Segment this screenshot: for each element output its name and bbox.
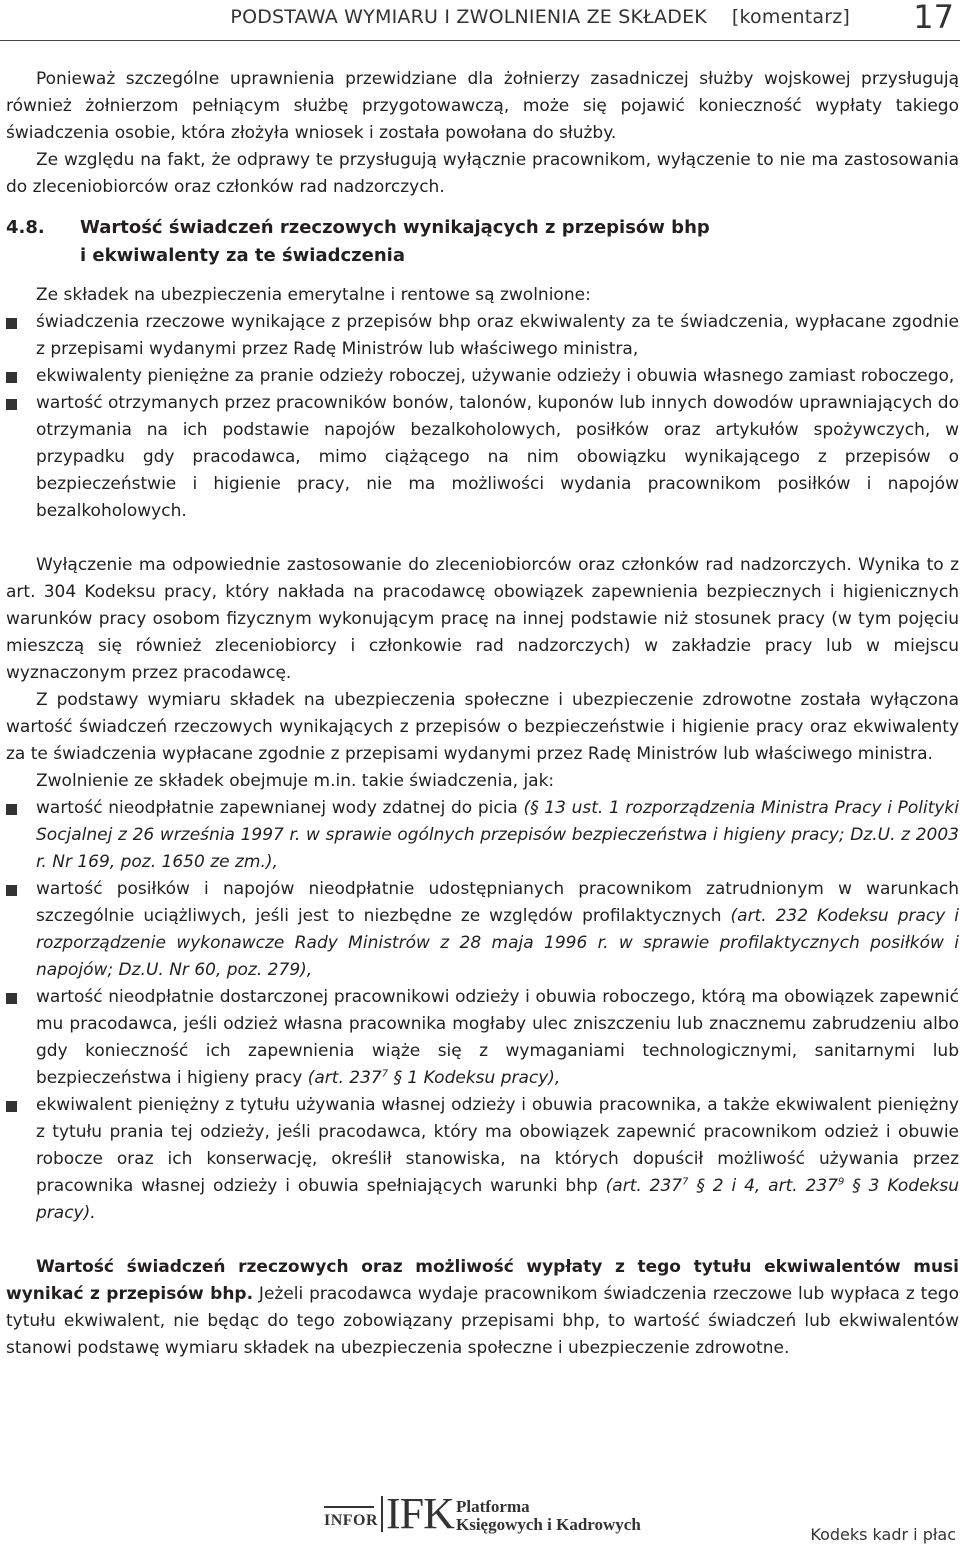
- page-header: [0, 0, 960, 44]
- header-divider: [0, 40, 960, 41]
- list-item: wartość nieodpłatnie zapewnianej wody zdatnej do picia (§ 13 ust. 1 rozporządzenia Ministra Pracy i Polityki Socjalnej z 26 września 1997 r. w sprawie ogólnych przepisów bezpieczeństwa i higieny pracy; Dz.U. z 2003 r. Nr 169, poz. 1650 ze zm.),: [6, 795, 959, 876]
- ifk-logo: IFK: [386, 1489, 454, 1538]
- platform-logo-line-2: Księgowych i Kadrowych: [456, 1515, 641, 1534]
- bullet-square-icon: [6, 993, 17, 1004]
- list-item: ekwiwalenty pieniężne za pranie odzieży roboczej, używanie odzieży i obuwia własnego zamiast roboczego,: [6, 363, 959, 390]
- legal-reference: (art. $237^7$ § 1 Kodeksu pracy),: [307, 1068, 561, 1088]
- legal-reference: (§ 13 ust. 1 rozporządzenia Ministra Pracy i Polityki Socjalnej z 26 września 1997 r. w sprawie ogólnych przepisów bezpieczeństwa i higieny pracy; Dz.U. z 2003 r. Nr 169, poz. 1650 ze zm.),: [36, 798, 960, 872]
- closing-paragraph: Wartość świadczeń rzeczowych oraz możliwość wypłaty z tego tytułu ekwiwalentów musi wynikać z przepisów bhp. Jeżeli pracodawca wydaje pracownikom świadczenia rzeczowe lub wypłaca z tego tytułu ekwiwalent, nie będąc do tego zobowiązany przepisami bhp, to wartość świadczeń lub ekwiwalentów stanowi podstawę wymiaru składek na ubezpieczenia społeczne i ubezpieczenie zdrowotne.: [6, 1257, 959, 1358]
- bullet-square-icon: [6, 885, 17, 896]
- list-item: świadczenia rzeczowe wynikające z przepisów bhp oraz ekwiwalenty za te świadczenia, wypłacane zgodnie z przepisami wydanymi przez Radę Ministrów lub właściwego ministra,: [6, 309, 959, 363]
- legal-reference: (art. 232 Kodeksu pracy i rozporządzenie wykonawcze Rady Ministrów z 28 maja 1996 r. w sprawie profilaktycznych posiłków i napojów; Dz.U. Nr 60, poz. 279),: [36, 906, 960, 980]
- running-header-title: PODSTAWA WYMIARU I ZWOLNIENIA ZE SKŁADEK [komentarz]: [230, 6, 850, 28]
- running-header-tag: [komentarz]: [731, 6, 850, 28]
- logo-divider: [381, 1496, 383, 1532]
- body-paragraph-2: Z podstawy wymiaru składek na ubezpieczenia społeczne i ubezpieczenie zdrowotne została wyłączona wartość świadczeń rzeczowych wynikających z przepisów o bezpieczeństwie i higienie pracy oraz ekwiwalenty za te świadczenia wypłacane zgodnie z przepisami wydanymi przez Radę Ministrów lub właściwego ministra.: [6, 690, 959, 764]
- benefits-list: [6, 795, 959, 1227]
- bullet-square-icon: [6, 399, 17, 410]
- page-content: [6, 66, 959, 1362]
- section-number: 4.8.: [6, 217, 45, 238]
- platform-logo-line-1: Platforma: [456, 1497, 530, 1516]
- list-item: wartość nieodpłatnie dostarczonej pracownikowi odzieży i obuwia roboczego, którą ma obowiązek zapewnić mu pracodawca, jeśli odzież własna pracownika mogłaby ulec zniszczeniu lub znacznemu zabrudzeniu albo gdy konieczność ich zapewnienia wiąże się z wymaganiami technologicznymi, sanitarnymi lub bezpieczeństwa i higieny pracy (art. $237^7$ § 1 Kodeksu pracy),: [6, 984, 959, 1092]
- section-heading: [6, 214, 959, 270]
- bullet-square-icon: [6, 1101, 17, 1112]
- list-item: ekwiwalent pieniężny z tytułu używania własnej odzieży i obuwia pracownika, a także ekwiwalent pieniężny z tytułu prania tej odzieży, jeśli pracodawca, który ma obowiązek zapewnić pracownikom odzież i obuwie robocze oraz ich konserwację, określił stanowiska, na których dopuścił możliwość używania przez pracownika własnej odzieży i obuwia spełniających warunki bhp (art. $237^7$ § 2 i 4, art. $237^9$ § 3 Kodeksu pracy).: [6, 1092, 959, 1227]
- exemption-list: [6, 309, 959, 525]
- bullet-square-icon: [6, 804, 17, 815]
- bullet-square-icon: [6, 372, 17, 383]
- list-item: wartość posiłków i napojów nieodpłatnie udostępnianych pracownikom zatrudnionym w warunkach szczególnie uciążliwych, jeśli jest to niezbędne ze względów profilaktycznych (art. 232 Kodeksu pracy i rozporządzenie wykonawcze Rady Ministrów z 28 maja 1996 r. w sprawie profilaktycznych posiłków i napojów; Dz.U. Nr 60, poz. 279),: [6, 876, 959, 984]
- infor-logo-bar: [324, 1506, 374, 1508]
- section-lead: Ze składek na ubezpieczenia emerytalne i rentowe są zwolnione:: [36, 285, 591, 305]
- page-number: 17: [913, 0, 954, 36]
- infor-logo: INFOR: [324, 1512, 379, 1529]
- body-paragraph-1: Wyłączenie ma odpowiednie zastosowanie do zleceniobiorców oraz członków rad nadzorczych. Wynika to z art. 304 Kodeksu pracy, który nakłada na pracodawcę obowiązek zapewnienia bezpiecznych i higienicznych warunków pracy osobom fizycznym wykonującym pracę na innej podstawie niż stosunek pracy (w tym pojęciu mieszczą się również zleceniobiorcy i członkowie rad nadzorczych) w zakładzie pracy lub w miejscu wyznaczonym przez pracodawcę.: [6, 555, 959, 683]
- section-title-line-2: i ekwiwalenty za te świadczenia: [80, 245, 405, 266]
- intro-paragraph-2: Ze względu na fakt, że odprawy te przysługują wyłącznie pracownikom, wyłączenie to nie ma zastosowania do zleceniobiorców oraz członków rad nadzorczych.: [6, 150, 959, 197]
- bullet-square-icon: [6, 318, 17, 329]
- intro-paragraph-1: Ponieważ szczególne uprawnienia przewidziane dla żołnierzy zasadniczej służby wojskowej przysługują również żołnierzom pełniącym służbę przygotowawczą, może się pojawić konieczność wypłaty takiego świadczenia osobie, która złożyła wniosek i została powołana do służby.: [6, 69, 959, 143]
- list-item: wartość otrzymanych przez pracowników bonów, talonów, kuponów lub innych dowodów uprawniających do otrzymania na ich podstawie napojów bezalkoholowych, posiłków oraz artykułów spożywczych, w przypadku gdy pracodawca, mimo ciążącego na nim obowiązku wynikającego z przepisów o bezpieczeństwie i higienie pracy, nie ma możliwości wydania pracownikom posiłków i napojów bezalkoholowych.: [6, 390, 959, 525]
- section-title-line-1: Wartość świadczeń rzeczowych wynikających z przepisów bhp: [80, 217, 710, 238]
- spacer: [6, 1227, 959, 1254]
- closing-bold-lead: Wartość świadczeń rzeczowych oraz możliwość wypłaty z tego tytułu ekwiwalentów musi wynikać z przepisów bhp.: [6, 1257, 959, 1304]
- publication-name: Kodeks kadr i płac: [810, 1525, 956, 1544]
- legal-reference: (art. $237^7$ § 2 i 4, art. $237^9$ § 3 Kodeksu pracy).: [36, 1176, 960, 1223]
- body-paragraph-3: Zwolnienie ze składek obejmuje m.in. takie świadczenia, jak:: [36, 771, 555, 791]
- spacer: [6, 525, 959, 552]
